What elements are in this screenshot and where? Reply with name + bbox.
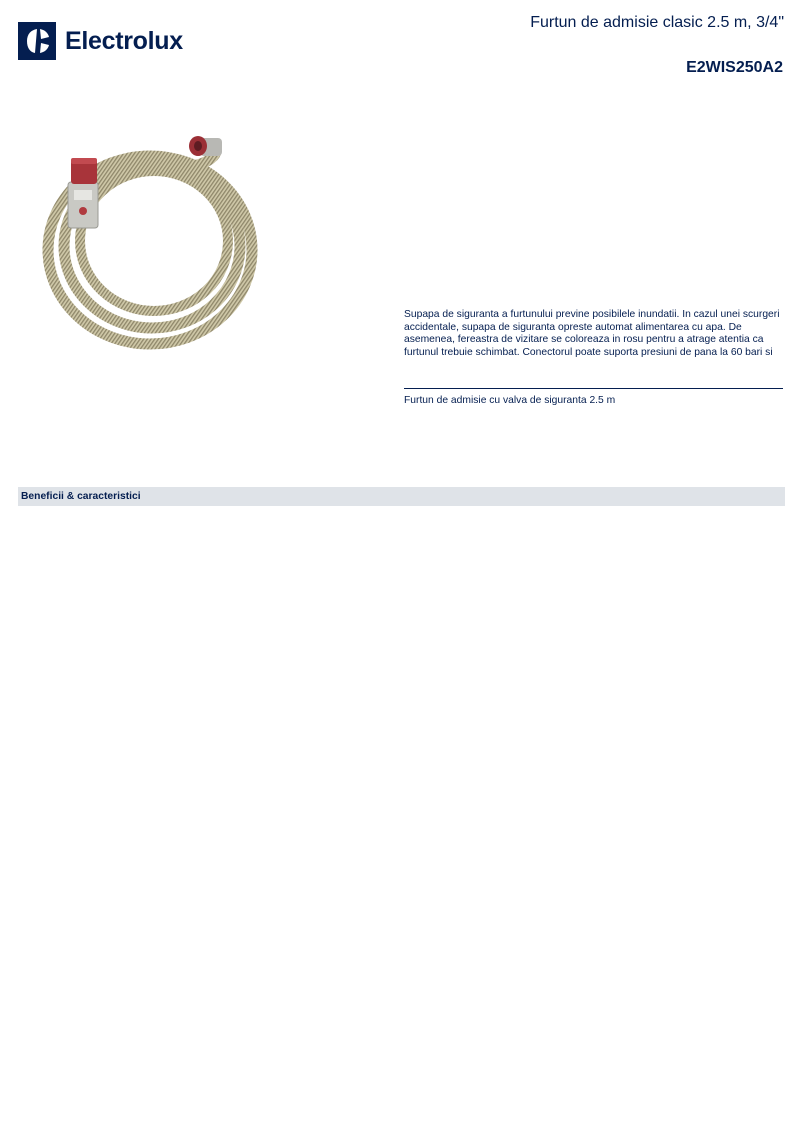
brand-name: Electrolux	[65, 26, 183, 55]
benefits-title: Beneficii & caracteristici	[21, 491, 141, 502]
product-description: Supapa de siguranta a furtunului previne posibilele inundatii. In cazul unei scurgeri accidentale, supapa de siguranta opreste automat alimentarea cu apa. De asemenea, fereastra de vizitare se coloreaza in rosu pentru a atrage atentia ca furtunul trebuie schimbat. Conectorul poate suporta presiuni de pana la 60 bari si	[404, 309, 780, 358]
product-code: E2WIS250A2	[686, 59, 783, 76]
inlet-hose-image	[38, 128, 262, 360]
section-divider	[404, 388, 783, 389]
electrolux-logo-icon	[18, 22, 56, 60]
electrolux-logo	[18, 21, 183, 61]
product-title: Furtun de admisie clasic 2.5 m, 3/4"	[530, 14, 784, 31]
benefits-section-header	[18, 487, 785, 506]
product-spec: Furtun de admisie cu valva de siguranta 2.5 m	[404, 395, 616, 406]
